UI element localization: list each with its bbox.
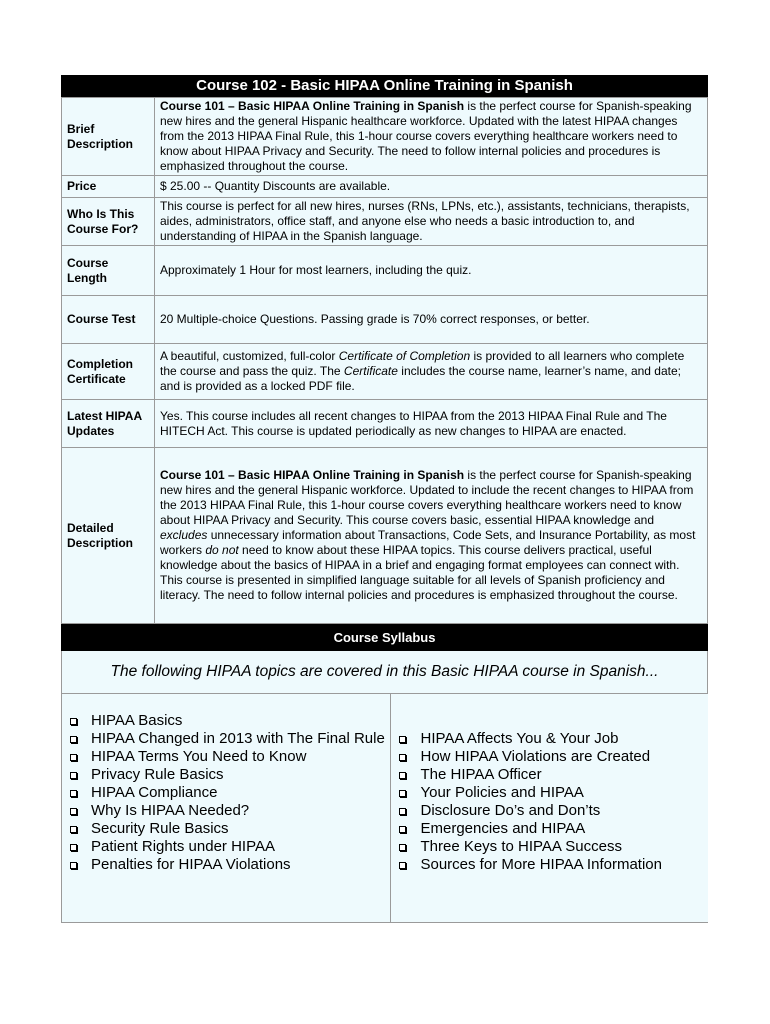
syllabus-topic-text: HIPAA Basics bbox=[91, 712, 183, 729]
checkbox-square-bullet-icon bbox=[70, 844, 77, 851]
checkbox-square-bullet-icon bbox=[70, 826, 77, 833]
checkbox-square-bullet-icon bbox=[399, 772, 406, 779]
value-latest-updates: Yes. This course includes all recent changes to HIPAA from the 2013 HIPAA Final Rule and The HITECH Act. This course is updated periodically as new changes to HIPAA are enacted. bbox=[155, 400, 708, 448]
course-document bbox=[61, 75, 708, 923]
syllabus-topic-text: Sources for More HIPAA Information bbox=[420, 856, 662, 873]
checkbox-square-bullet-icon bbox=[399, 826, 406, 833]
checkbox-square-bullet-icon bbox=[399, 754, 406, 761]
course-info-table bbox=[61, 97, 708, 624]
syllabus-topic-item bbox=[391, 730, 708, 748]
syllabus-topic-text: Penalties for HIPAA Violations bbox=[91, 856, 291, 873]
syllabus-topic-item bbox=[391, 748, 708, 766]
label-who-is-this-for: Who Is This Course For? bbox=[62, 198, 155, 246]
syllabus-topic-item bbox=[391, 766, 708, 784]
detailed-bold-lead: Course 101 – Basic HIPAA Online Training in Spanish bbox=[160, 468, 465, 482]
syllabus-topic-item bbox=[62, 730, 390, 748]
row-course-test bbox=[62, 296, 708, 344]
brief-bold-lead: Course 101 – Basic HIPAA Online Training in Spanish bbox=[160, 99, 465, 113]
label-latest-updates: Latest HIPAA Updates bbox=[62, 400, 155, 448]
detailed-text-3: need to know about these HIPAA topics. This course delivers practical, useful knowledge about the basics of HIPAA in a brief and engaging format employees can connect with. This course is presented in simplified language suitable for all levels of Spanish proficiency and literacy. The need to follow internal policies and procedures is emphasized throughout the course. bbox=[160, 543, 680, 602]
checkbox-square-bullet-icon bbox=[70, 736, 77, 743]
value-course-length: Approximately 1 Hour for most learners, including the quiz. bbox=[155, 246, 708, 296]
left-topic-list bbox=[62, 712, 390, 874]
cert-text-1: A beautiful, customized, full-color bbox=[160, 349, 339, 363]
cert-text-3: includes the course name, learner’s name, and date; and is provided as a locked PDF file. bbox=[160, 364, 681, 393]
syllabus-topic-text: Patient Rights under HIPAA bbox=[91, 838, 275, 855]
syllabus-topic-text: Why Is HIPAA Needed? bbox=[91, 802, 250, 819]
detailed-text-1: is the perfect course for Spanish-speaking new hires and the general Hispanic workforce. Updated to include the recent changes to HIPAA from the 2013 HIPAA Final Rule, this 1-hour course covers everything healthcare workers need to know about HIPAA Privacy and Security. This course covers basic, essential HIPAA knowledge and bbox=[160, 468, 694, 527]
label-brief-description: Brief Description bbox=[62, 98, 155, 176]
label-price: Price bbox=[62, 176, 155, 198]
checkbox-square-bullet-icon bbox=[399, 790, 406, 797]
syllabus-topic-text: Your Policies and HIPAA bbox=[420, 784, 584, 801]
detailed-text-2: unnecessary information about Transactions, Code Sets, and Insurance Portability, as most workers bbox=[160, 528, 696, 557]
syllabus-topic-item bbox=[62, 766, 390, 784]
value-brief-description bbox=[155, 98, 708, 176]
label-completion-certificate: Completion Certificate bbox=[62, 344, 155, 400]
syllabus-intro: The following HIPAA topics are covered in this Basic HIPAA course in Spanish... bbox=[61, 651, 708, 694]
syllabus-topic-text: Emergencies and HIPAA bbox=[420, 820, 586, 837]
value-course-test: 20 Multiple-choice Questions. Passing grade is 70% correct responses, or better. bbox=[155, 296, 708, 344]
syllabus-topic-item bbox=[391, 856, 708, 874]
syllabus-topic-item bbox=[391, 820, 708, 838]
topics-right-column bbox=[391, 694, 708, 922]
syllabus-topic-text: Security Rule Basics bbox=[91, 820, 229, 837]
row-course-length bbox=[62, 246, 708, 296]
syllabus-topic-item bbox=[62, 802, 390, 820]
syllabus-topic-text: HIPAA Affects You & Your Job bbox=[420, 730, 619, 747]
checkbox-square-bullet-icon bbox=[70, 862, 77, 869]
checkbox-square-bullet-icon bbox=[70, 754, 77, 761]
row-completion-certificate bbox=[62, 344, 708, 400]
value-who-is-this-for: This course is perfect for all new hires, nurses (RNs, LPNs, etc.), assistants, technicians, therapists, aides, administrators, office staff, and anyone else who needs a basic introduction to, and understanding of HIPAA in the Spanish language. bbox=[155, 198, 708, 246]
checkbox-square-bullet-icon bbox=[399, 808, 406, 815]
checkbox-square-bullet-icon bbox=[399, 844, 406, 851]
value-detailed-description bbox=[155, 448, 708, 624]
syllabus-topic-item bbox=[62, 748, 390, 766]
syllabus-topic-item bbox=[62, 856, 390, 874]
checkbox-square-bullet-icon bbox=[70, 790, 77, 797]
label-course-length: Course Length bbox=[62, 246, 155, 296]
label-detailed-description: Detailed Description bbox=[62, 448, 155, 624]
syllabus-topic-item bbox=[391, 784, 708, 802]
syllabus-topic-item bbox=[62, 838, 390, 856]
syllabus-topic-item bbox=[391, 802, 708, 820]
course-title: Course 102 - Basic HIPAA Online Training in Spanish bbox=[61, 75, 708, 97]
syllabus-topic-item bbox=[62, 784, 390, 802]
syllabus-topic-text: The HIPAA Officer bbox=[420, 766, 542, 783]
row-brief-description bbox=[62, 98, 708, 176]
detailed-italic-2: do not bbox=[205, 543, 239, 557]
syllabus-topics bbox=[61, 694, 708, 923]
syllabus-topic-item bbox=[391, 838, 708, 856]
syllabus-topic-text: HIPAA Terms You Need to Know bbox=[91, 748, 307, 765]
syllabus-topic-text: Three Keys to HIPAA Success bbox=[420, 838, 622, 855]
syllabus-topic-item bbox=[62, 820, 390, 838]
cert-italic-1: Certificate of Completion bbox=[338, 349, 471, 363]
value-price: $ 25.00 -- Quantity Discounts are available. bbox=[155, 176, 708, 198]
brief-text: is the perfect course for Spanish-speaking new hires and the general Hispanic healthcare workforce. Updated with the latest HIPAA changes from the 2013 HIPAA Final Rule, this 1-hour course covers everything healthcare workers need to know about HIPAA Privacy and Security. The need to follow internal policies and procedures is emphasized throughout the course. bbox=[160, 99, 692, 173]
checkbox-square-bullet-icon bbox=[70, 808, 77, 815]
value-completion-certificate bbox=[155, 344, 708, 400]
syllabus-topic-text: Disclosure Do’s and Don’ts bbox=[420, 802, 601, 819]
row-latest-updates bbox=[62, 400, 708, 448]
syllabus-topic-text: Privacy Rule Basics bbox=[91, 766, 224, 783]
checkbox-square-bullet-icon bbox=[70, 718, 77, 725]
right-topic-list bbox=[391, 730, 708, 874]
row-price bbox=[62, 176, 708, 198]
cert-text-2: is provided to all learners who complete the course and pass the quiz. The bbox=[160, 349, 685, 378]
checkbox-square-bullet-icon bbox=[399, 736, 406, 743]
topics-left-column bbox=[62, 694, 391, 922]
syllabus-topic-text: How HIPAA Violations are Created bbox=[420, 748, 651, 765]
row-detailed-description bbox=[62, 448, 708, 624]
checkbox-square-bullet-icon bbox=[399, 862, 406, 869]
syllabus-topic-text: HIPAA Changed in 2013 with The Final Rule bbox=[91, 730, 385, 747]
label-course-test: Course Test bbox=[62, 296, 155, 344]
cert-italic-2: Certificate bbox=[343, 364, 398, 378]
checkbox-square-bullet-icon bbox=[70, 772, 77, 779]
row-who-is-this-for bbox=[62, 198, 708, 246]
detailed-italic-1: excludes bbox=[160, 528, 208, 542]
syllabus-topic-item bbox=[62, 712, 390, 730]
syllabus-topic-text: HIPAA Compliance bbox=[91, 784, 218, 801]
syllabus-heading: Course Syllabus bbox=[61, 624, 708, 651]
